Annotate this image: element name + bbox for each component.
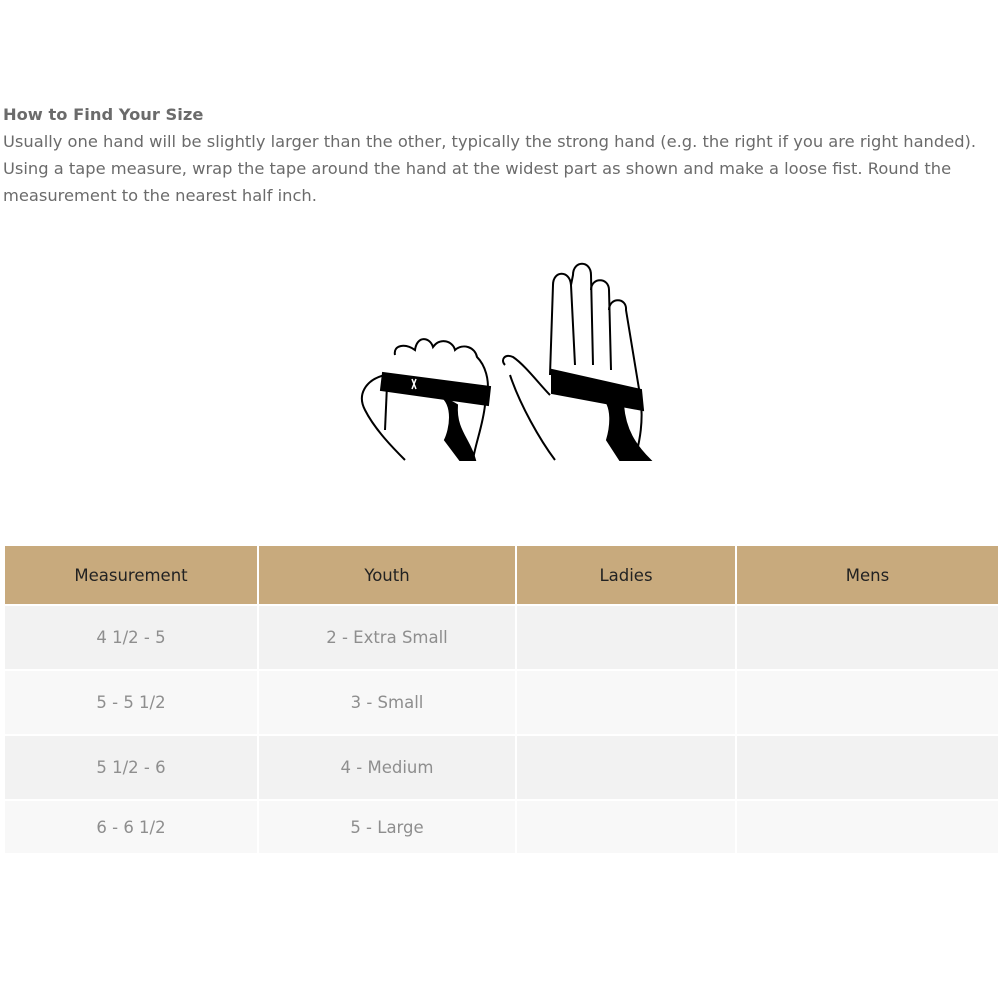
cell-mens [737, 736, 998, 799]
header-mens: Mens [737, 546, 998, 604]
table-header-row [5, 546, 998, 604]
header-ladies: Ladies [517, 546, 735, 604]
section-heading: How to Find Your Size [3, 105, 204, 124]
cell-youth: 4 - Medium [259, 736, 515, 799]
cell-measurement: 4 1/2 - 5 [5, 606, 257, 669]
cell-ladies [517, 736, 735, 799]
cell-ladies [517, 801, 735, 853]
table-row [5, 606, 998, 669]
table-row [5, 801, 998, 853]
header-measurement: Measurement [5, 546, 257, 604]
cell-measurement: 5 1/2 - 6 [5, 736, 257, 799]
open-hand-icon [503, 264, 650, 460]
cell-youth: 5 - Large [259, 801, 515, 853]
size-chart-table [3, 544, 1000, 855]
table-row [5, 671, 998, 734]
hand-measuring-illustration [345, 255, 665, 470]
cell-youth: 3 - Small [259, 671, 515, 734]
cell-youth: 2 - Extra Small [259, 606, 515, 669]
cell-ladies [517, 606, 735, 669]
instructions-text: Usually one hand will be slightly larger than the other, typically the strong hand (e.g. the right if you are right handed). Using a tape measure, wrap the tape around the hand at the widest part as shown and make a loose fist. Round the measurement to the nearest half inch. [3, 132, 977, 205]
cell-mens [737, 801, 998, 853]
cell-mens [737, 606, 998, 669]
cell-measurement: 6 - 6 1/2 [5, 801, 257, 853]
cell-mens [737, 671, 998, 734]
cell-measurement: 5 - 5 1/2 [5, 671, 257, 734]
cell-ladies [517, 671, 735, 734]
header-youth: Youth [259, 546, 515, 604]
size-guide-intro [3, 101, 998, 209]
table-row [5, 736, 998, 799]
fist-icon [362, 339, 490, 460]
